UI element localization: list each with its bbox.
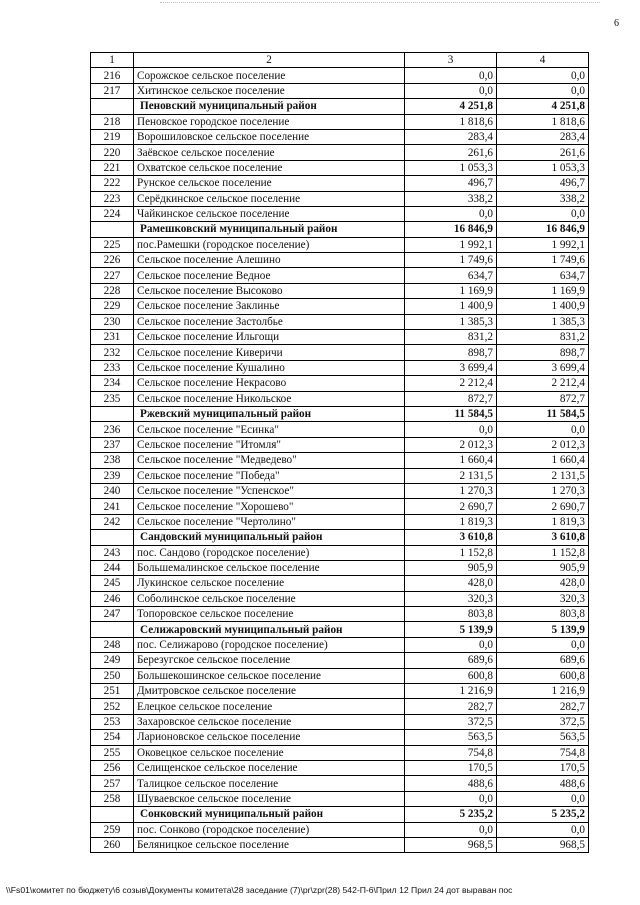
amount-col3: 428,0 xyxy=(405,576,497,591)
settlement-name: Охватское сельское поселение xyxy=(134,160,405,175)
settlement-name: Дмитровское сельское поселение xyxy=(134,684,405,699)
budget-table xyxy=(90,52,589,853)
amount-col4: 1 992,1 xyxy=(497,237,589,252)
amount-col3: 0,0 xyxy=(405,791,497,806)
settlement-name: Захаровское сельское поселение xyxy=(134,714,405,729)
amount-col4: 1 152,8 xyxy=(497,545,589,560)
row-number: 238 xyxy=(91,453,134,468)
table-row xyxy=(91,637,589,652)
amount-col4: 428,0 xyxy=(497,576,589,591)
settlement-name: Сельское поселение Застолбье xyxy=(134,314,405,329)
table-row xyxy=(91,776,589,791)
amount-col3: 496,7 xyxy=(405,176,497,191)
amount-col3: 261,6 xyxy=(405,145,497,160)
settlement-name: Топоровское сельское поселение xyxy=(134,607,405,622)
amount-col3: 1 660,4 xyxy=(405,453,497,468)
amount-col3: 898,7 xyxy=(405,345,497,360)
amount-col4: 754,8 xyxy=(497,745,589,760)
table-row xyxy=(91,437,589,452)
table-row xyxy=(91,822,589,837)
amount-col3: 16 846,9 xyxy=(405,222,497,237)
row-number: 221 xyxy=(91,160,134,175)
row-number: 239 xyxy=(91,468,134,483)
amount-col4: 563,5 xyxy=(497,730,589,745)
amount-col3: 872,7 xyxy=(405,391,497,406)
settlement-name: Пеновский муниципальный район xyxy=(134,99,405,114)
row-number: 226 xyxy=(91,253,134,268)
table-row xyxy=(91,545,589,560)
district-row xyxy=(91,622,589,637)
amount-col3: 1 270,3 xyxy=(405,483,497,498)
settlement-name: Чайкинское сельское поселение xyxy=(134,206,405,221)
table-row xyxy=(91,699,589,714)
amount-col3: 2 690,7 xyxy=(405,499,497,514)
row-number: 254 xyxy=(91,730,134,745)
table-header-row xyxy=(91,53,589,68)
settlement-name: Лукинское сельское поселение xyxy=(134,576,405,591)
amount-col3: 5 235,2 xyxy=(405,807,497,822)
row-number: 237 xyxy=(91,437,134,452)
row-number: 231 xyxy=(91,330,134,345)
table-row xyxy=(91,745,589,760)
table-row xyxy=(91,514,589,529)
table-row xyxy=(91,468,589,483)
table-row xyxy=(91,714,589,729)
settlement-name: Селищенское сельское поселение xyxy=(134,760,405,775)
amount-col4: 905,9 xyxy=(497,560,589,575)
amount-col4: 3 699,4 xyxy=(497,360,589,375)
settlement-name: Ржевский муниципальный район xyxy=(134,406,405,421)
amount-col4: 496,7 xyxy=(497,176,589,191)
amount-col4: 689,6 xyxy=(497,653,589,668)
amount-col4: 1 270,3 xyxy=(497,483,589,498)
row-number: 218 xyxy=(91,114,134,129)
row-number: 249 xyxy=(91,653,134,668)
table-row xyxy=(91,607,589,622)
file-path-footer: \\Fs01\комитет по бюджету\6 созыв\Документы комитета\28 заседание (7)\pr\zpr(28) 542-П-6\Прил 12 Прил 24 дот выраван пос xyxy=(6,885,513,895)
amount-col4: 338,2 xyxy=(497,191,589,206)
settlement-name: Сельское поселение Некрасово xyxy=(134,376,405,391)
amount-col3: 968,5 xyxy=(405,837,497,852)
table-row xyxy=(91,576,589,591)
table-row xyxy=(91,499,589,514)
row-number: 232 xyxy=(91,345,134,360)
row-number: 219 xyxy=(91,129,134,144)
table-body xyxy=(91,68,589,853)
amount-col4: 16 846,9 xyxy=(497,222,589,237)
table-row xyxy=(91,376,589,391)
amount-col3: 563,5 xyxy=(405,730,497,745)
table-row xyxy=(91,129,589,144)
amount-col4: 261,6 xyxy=(497,145,589,160)
table-row xyxy=(91,837,589,852)
row-number: 257 xyxy=(91,776,134,791)
amount-col4: 0,0 xyxy=(497,637,589,652)
amount-col3: 372,5 xyxy=(405,714,497,729)
row-number: 252 xyxy=(91,699,134,714)
table-row xyxy=(91,145,589,160)
settlement-name: Сельское поселение "Успенское" xyxy=(134,483,405,498)
settlement-name: пос. Селижарово (городское поселение) xyxy=(134,637,405,652)
table-row xyxy=(91,653,589,668)
table-row xyxy=(91,114,589,129)
amount-col3: 905,9 xyxy=(405,560,497,575)
amount-col4: 5 235,2 xyxy=(497,807,589,822)
amount-col3: 1 152,8 xyxy=(405,545,497,560)
settlement-name: Сельское поселение Высоково xyxy=(134,283,405,298)
table-row xyxy=(91,345,589,360)
amount-col4: 968,5 xyxy=(497,837,589,852)
settlement-name: Талицкое сельское поселение xyxy=(134,776,405,791)
settlement-name: Серёдкинское сельское поселение xyxy=(134,191,405,206)
amount-col4: 0,0 xyxy=(497,422,589,437)
settlement-name: Сельское поселение "Хорошево" xyxy=(134,499,405,514)
amount-col4: 1 216,9 xyxy=(497,684,589,699)
table-row xyxy=(91,560,589,575)
amount-col3: 1 992,1 xyxy=(405,237,497,252)
settlement-name: Заёвское сельское поселение xyxy=(134,145,405,160)
row-number: 243 xyxy=(91,545,134,560)
settlement-name: Соболинское сельское поселение xyxy=(134,591,405,606)
row-number: 259 xyxy=(91,822,134,837)
row-number: 236 xyxy=(91,422,134,437)
settlement-name: Сельское поселение Ильгощи xyxy=(134,330,405,345)
row-number: 253 xyxy=(91,714,134,729)
table-row xyxy=(91,160,589,175)
amount-col4: 283,4 xyxy=(497,129,589,144)
amount-col3: 0,0 xyxy=(405,83,497,98)
amount-col3: 283,4 xyxy=(405,129,497,144)
amount-col4: 3 610,8 xyxy=(497,530,589,545)
table-row xyxy=(91,483,589,498)
table-row xyxy=(91,360,589,375)
amount-col4: 1 053,3 xyxy=(497,160,589,175)
table-row xyxy=(91,391,589,406)
amount-col4: 831,2 xyxy=(497,330,589,345)
table-row xyxy=(91,83,589,98)
amount-col4: 488,6 xyxy=(497,776,589,791)
amount-col3: 1 400,9 xyxy=(405,299,497,314)
amount-col4: 1 749,6 xyxy=(497,253,589,268)
table-row xyxy=(91,730,589,745)
row-number xyxy=(91,222,134,237)
amount-col3: 170,5 xyxy=(405,760,497,775)
amount-col4: 1 400,9 xyxy=(497,299,589,314)
amount-col4: 1 385,3 xyxy=(497,314,589,329)
amount-col3: 5 139,9 xyxy=(405,622,497,637)
amount-col3: 1 818,6 xyxy=(405,114,497,129)
settlement-name: Пеновское городское поселение xyxy=(134,114,405,129)
amount-col3: 0,0 xyxy=(405,822,497,837)
amount-col3: 1 819,3 xyxy=(405,514,497,529)
row-number xyxy=(91,99,134,114)
row-number: 241 xyxy=(91,499,134,514)
amount-col4: 11 584,5 xyxy=(497,406,589,421)
amount-col3: 1 169,9 xyxy=(405,283,497,298)
settlement-name: Березугское сельское поселение xyxy=(134,653,405,668)
settlement-name: Сельское поселение "Чертолино" xyxy=(134,514,405,529)
row-number xyxy=(91,807,134,822)
row-number: 222 xyxy=(91,176,134,191)
amount-col4: 1 818,6 xyxy=(497,114,589,129)
amount-col4: 1 660,4 xyxy=(497,453,589,468)
amount-col4: 0,0 xyxy=(497,83,589,98)
column-header-number: 1 xyxy=(91,53,134,68)
row-number: 223 xyxy=(91,191,134,206)
table-row xyxy=(91,330,589,345)
row-number: 246 xyxy=(91,591,134,606)
amount-col3: 754,8 xyxy=(405,745,497,760)
table-row xyxy=(91,684,589,699)
settlement-name: Сельское поселение Кушалино xyxy=(134,360,405,375)
row-number: 250 xyxy=(91,668,134,683)
amount-col4: 634,7 xyxy=(497,268,589,283)
settlement-name: Сельское поселение Киверичи xyxy=(134,345,405,360)
amount-col4: 600,8 xyxy=(497,668,589,683)
table-row xyxy=(91,591,589,606)
amount-col3: 689,6 xyxy=(405,653,497,668)
table-row xyxy=(91,314,589,329)
amount-col3: 634,7 xyxy=(405,268,497,283)
column-header-name: 2 xyxy=(134,53,405,68)
amount-col4: 0,0 xyxy=(497,206,589,221)
settlement-name: Хитинское сельское поселение xyxy=(134,83,405,98)
scan-header-artifact xyxy=(160,2,600,9)
row-number xyxy=(91,406,134,421)
table-row xyxy=(91,237,589,252)
settlement-name: Сельское поселение "Есинка" xyxy=(134,422,405,437)
row-number: 240 xyxy=(91,483,134,498)
settlement-name: Рунское сельское поселение xyxy=(134,176,405,191)
table-row xyxy=(91,283,589,298)
amount-col3: 1 053,3 xyxy=(405,160,497,175)
row-number: 228 xyxy=(91,283,134,298)
settlement-name: пос.Рамешки (городское поселение) xyxy=(134,237,405,252)
settlement-name: Елецкое сельское поселение xyxy=(134,699,405,714)
settlement-name: Ларионовское сельское поселение xyxy=(134,730,405,745)
amount-col3: 2 012,3 xyxy=(405,437,497,452)
row-number: 248 xyxy=(91,637,134,652)
table-row xyxy=(91,206,589,221)
row-number xyxy=(91,530,134,545)
column-header-col3: 3 xyxy=(405,53,497,68)
table-row xyxy=(91,791,589,806)
amount-col3: 1 216,9 xyxy=(405,684,497,699)
row-number: 255 xyxy=(91,745,134,760)
table-row xyxy=(91,253,589,268)
settlement-name: Сельское поселение Заклинье xyxy=(134,299,405,314)
amount-col4: 5 139,9 xyxy=(497,622,589,637)
table-row xyxy=(91,299,589,314)
row-number xyxy=(91,622,134,637)
row-number: 230 xyxy=(91,314,134,329)
column-header-col4: 4 xyxy=(497,53,589,68)
row-number: 216 xyxy=(91,68,134,83)
row-number: 242 xyxy=(91,514,134,529)
amount-col4: 282,7 xyxy=(497,699,589,714)
table-row xyxy=(91,422,589,437)
settlement-name: Сорожское сельское поселение xyxy=(134,68,405,83)
amount-col4: 320,3 xyxy=(497,591,589,606)
amount-col4: 2 690,7 xyxy=(497,499,589,514)
settlement-name: Селижаровский муниципальный район xyxy=(134,622,405,637)
amount-col4: 1 819,3 xyxy=(497,514,589,529)
settlement-name: Ворошиловское сельское поселение xyxy=(134,129,405,144)
row-number: 217 xyxy=(91,83,134,98)
page-number: 6 xyxy=(614,18,619,29)
table-row xyxy=(91,760,589,775)
settlement-name: Сельское поселение "Итомля" xyxy=(134,437,405,452)
district-row xyxy=(91,530,589,545)
amount-col3: 3 699,4 xyxy=(405,360,497,375)
amount-col4: 2 131,5 xyxy=(497,468,589,483)
settlement-name: Сандовский муниципальный район xyxy=(134,530,405,545)
settlement-name: Сельское поселение "Медведево" xyxy=(134,453,405,468)
row-number: 247 xyxy=(91,607,134,622)
amount-col3: 2 131,5 xyxy=(405,468,497,483)
row-number: 225 xyxy=(91,237,134,252)
amount-col3: 2 212,4 xyxy=(405,376,497,391)
row-number: 233 xyxy=(91,360,134,375)
row-number: 227 xyxy=(91,268,134,283)
amount-col4: 170,5 xyxy=(497,760,589,775)
amount-col4: 2 212,4 xyxy=(497,376,589,391)
amount-col4: 872,7 xyxy=(497,391,589,406)
amount-col3: 282,7 xyxy=(405,699,497,714)
row-number: 245 xyxy=(91,576,134,591)
table-row xyxy=(91,668,589,683)
district-row xyxy=(91,406,589,421)
amount-col4: 0,0 xyxy=(497,791,589,806)
amount-col3: 3 610,8 xyxy=(405,530,497,545)
table-row xyxy=(91,191,589,206)
amount-col3: 600,8 xyxy=(405,668,497,683)
table-row xyxy=(91,176,589,191)
settlement-name: Шуваевское сельское поселение xyxy=(134,791,405,806)
settlement-name: Большемалинское сельское поселение xyxy=(134,560,405,575)
row-number: 251 xyxy=(91,684,134,699)
table-row xyxy=(91,268,589,283)
row-number: 229 xyxy=(91,299,134,314)
amount-col4: 898,7 xyxy=(497,345,589,360)
amount-col3: 11 584,5 xyxy=(405,406,497,421)
table-row xyxy=(91,68,589,83)
row-number: 260 xyxy=(91,837,134,852)
row-number: 224 xyxy=(91,206,134,221)
amount-col3: 1 385,3 xyxy=(405,314,497,329)
amount-col3: 488,6 xyxy=(405,776,497,791)
settlement-name: Большекошинское сельское поселение xyxy=(134,668,405,683)
settlement-name: Сельское поселение "Победа" xyxy=(134,468,405,483)
amount-col4: 0,0 xyxy=(497,822,589,837)
table-row xyxy=(91,453,589,468)
row-number: 258 xyxy=(91,791,134,806)
amount-col4: 4 251,8 xyxy=(497,99,589,114)
settlement-name: Сельское поселение Алешино xyxy=(134,253,405,268)
amount-col3: 803,8 xyxy=(405,607,497,622)
amount-col4: 2 012,3 xyxy=(497,437,589,452)
settlement-name: Беляницкое сельское поселение xyxy=(134,837,405,852)
amount-col3: 0,0 xyxy=(405,637,497,652)
amount-col4: 803,8 xyxy=(497,607,589,622)
amount-col3: 1 749,6 xyxy=(405,253,497,268)
amount-col3: 320,3 xyxy=(405,591,497,606)
amount-col3: 0,0 xyxy=(405,68,497,83)
row-number: 256 xyxy=(91,760,134,775)
amount-col4: 0,0 xyxy=(497,68,589,83)
row-number: 220 xyxy=(91,145,134,160)
settlement-name: Оковецкое сельское поселение xyxy=(134,745,405,760)
row-number: 234 xyxy=(91,376,134,391)
settlement-name: пос. Сонково (городское поселение) xyxy=(134,822,405,837)
settlement-name: Рамешковский муниципальный район xyxy=(134,222,405,237)
amount-col4: 1 169,9 xyxy=(497,283,589,298)
settlement-name: Сельское поселение Ведное xyxy=(134,268,405,283)
amount-col3: 4 251,8 xyxy=(405,99,497,114)
settlement-name: Сонковский муниципальный район xyxy=(134,807,405,822)
row-number: 235 xyxy=(91,391,134,406)
district-row xyxy=(91,807,589,822)
amount-col3: 831,2 xyxy=(405,330,497,345)
settlement-name: Сельское поселение Никольское xyxy=(134,391,405,406)
district-row xyxy=(91,222,589,237)
amount-col4: 372,5 xyxy=(497,714,589,729)
row-number: 244 xyxy=(91,560,134,575)
district-row xyxy=(91,99,589,114)
amount-col3: 338,2 xyxy=(405,191,497,206)
amount-col3: 0,0 xyxy=(405,422,497,437)
amount-col3: 0,0 xyxy=(405,206,497,221)
settlement-name: пос. Сандово (городское поселение) xyxy=(134,545,405,560)
